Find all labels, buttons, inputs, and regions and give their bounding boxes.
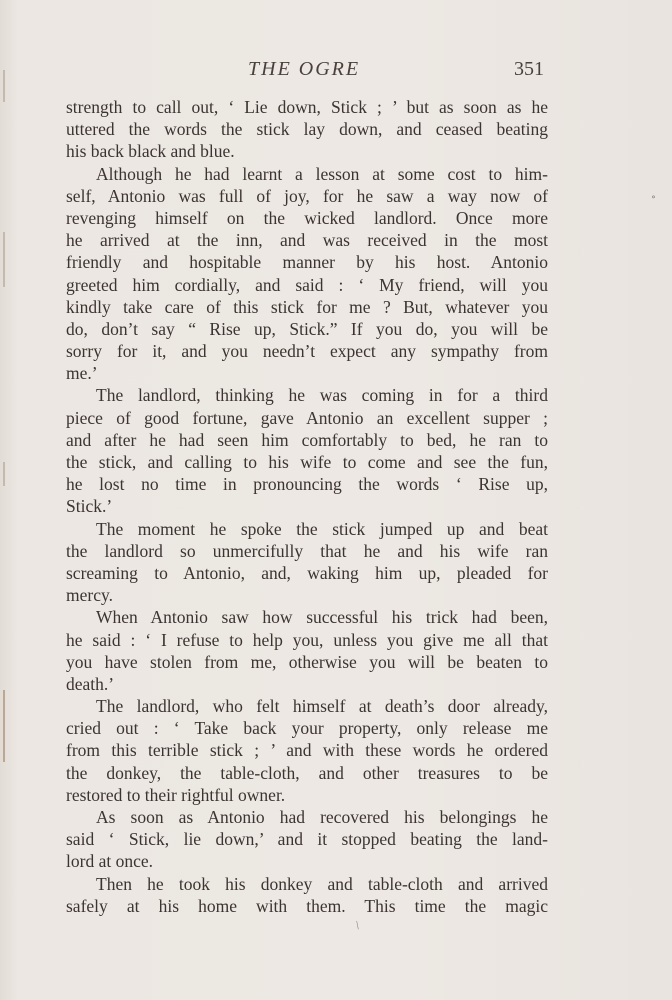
page-edge-mark xyxy=(3,690,5,762)
text-line: he arrived at the inn, and was received in the most xyxy=(66,230,548,251)
text-line: lord at once. xyxy=(66,851,153,872)
text-line: cried out : ‘ Take back your property, only release me xyxy=(66,718,548,739)
running-title: THE OGRE xyxy=(248,58,361,80)
text-line: friendly and hospitable manner by his host. Antonio xyxy=(66,252,548,273)
text-line: he lost no time in pronouncing the words ‘ Rise up, xyxy=(66,474,548,495)
text-line: screaming to Antonio, and, waking him up, pleaded for xyxy=(66,562,548,583)
page-edge-mark xyxy=(3,232,5,287)
text-line: the donkey, the table-cloth, and other treasures to be xyxy=(66,762,548,783)
page-edge-mark xyxy=(3,70,5,102)
text-line: the landlord so unmercifully that he and his wife ran xyxy=(66,540,548,561)
text-line: Stick.’ xyxy=(66,496,113,517)
text-line: said ‘ Stick, lie down,’ and it stopped beating the land- xyxy=(66,829,548,850)
text-line: The moment he spoke the stick jumped up and beat xyxy=(96,518,548,539)
text-line: Then he took his donkey and table-cloth and arrived xyxy=(96,873,548,894)
text-line: The landlord, who felt himself at death’s door already, xyxy=(96,696,548,717)
text-line: do, don’t say “ Rise up, Stick.” If you do, you will be xyxy=(66,318,548,339)
text-line: safely at his home with them. This time the magic xyxy=(66,895,548,916)
text-line: death.’ xyxy=(66,673,115,694)
text-line: you have stolen from me, otherwise you will be beaten to xyxy=(66,651,548,672)
paper-speck: / xyxy=(352,918,363,932)
text-line: he said : ‘ I refuse to help you, unless you give me all that xyxy=(66,629,548,650)
page-header xyxy=(66,58,548,88)
text-line: me.’ xyxy=(66,363,98,384)
text-line: The landlord, thinking he was coming in for a third xyxy=(96,385,548,406)
page-edge-mark xyxy=(3,462,5,486)
text-line: revenging himself on the wicked landlord. Once more xyxy=(66,207,548,228)
body-text xyxy=(66,96,548,917)
text-line: greeted him cordially, and said : ‘ My friend, will you xyxy=(66,274,548,295)
text-line: his back black and blue. xyxy=(66,141,235,162)
text-line: kindly take care of this stick for me ? But, whatever you xyxy=(66,296,548,317)
text-line: piece of good fortune, gave Antonio an excellent supper ; xyxy=(66,407,548,428)
page-number: 351 xyxy=(514,58,544,80)
text-line: the stick, and calling to his wife to come and see the fun, xyxy=(66,452,548,472)
paper-speck: ∘ xyxy=(651,192,656,203)
text-line: strength to call out, ‘ Lie down, Stick ; ’ but as soon as he xyxy=(66,97,548,117)
text-line: sorry for it, and you needn’t expect any sympathy from xyxy=(66,341,548,362)
text-line: Although he had learnt a lesson at some cost to him- xyxy=(96,163,548,184)
text-line: from this terrible stick ; ’ and with these words he ordered xyxy=(66,740,548,761)
text-line: As soon as Antonio had recovered his belongings he xyxy=(96,807,548,827)
text-line: and after he had seen him comfortably to bed, he ran to xyxy=(66,429,548,450)
text-line: mercy. xyxy=(66,585,113,606)
text-line: When Antonio saw how successful his trick had been, xyxy=(96,607,548,628)
text-line: restored to their rightful owner. xyxy=(66,784,286,805)
text-line: uttered the words the stick lay down, and ceased beating xyxy=(66,119,548,140)
text-line: self, Antonio was full of joy, for he saw a way now of xyxy=(66,185,548,206)
